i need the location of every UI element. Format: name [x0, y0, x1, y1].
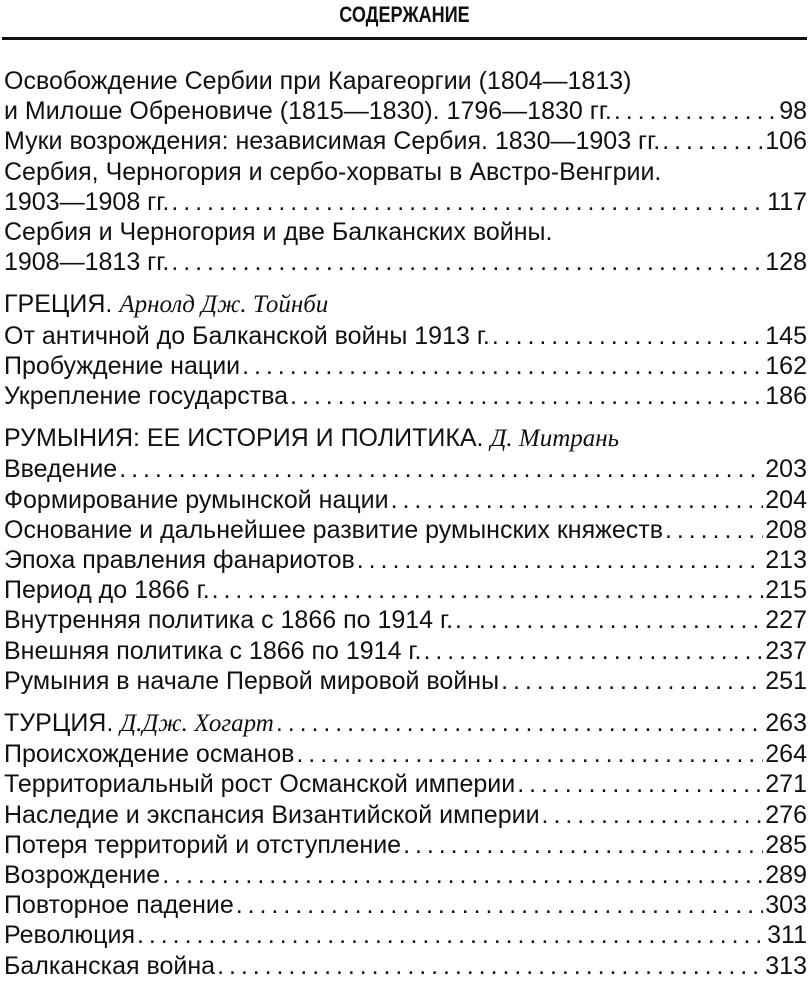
dot-leader	[357, 545, 764, 575]
page-number: 227	[765, 606, 807, 635]
page-number: 311	[767, 921, 807, 950]
section-title	[4, 289, 328, 320]
section-heading	[4, 289, 807, 320]
entry-title: Введение	[4, 455, 118, 484]
toc-section	[4, 66, 807, 277]
page-number: 208	[765, 515, 807, 544]
page-number: 186	[765, 382, 807, 411]
toc-entry	[4, 951, 807, 981]
page-title: СОДЕРЖАНИЕ	[339, 2, 470, 27]
section-title-text: ТУРЦИЯ.	[4, 709, 114, 738]
entry-line	[4, 951, 807, 981]
section-heading	[4, 423, 807, 454]
page-number: 204	[765, 485, 807, 514]
toc-entry	[4, 920, 807, 950]
page-number: 263	[765, 709, 807, 738]
page-number: 276	[765, 800, 807, 829]
page-number: 215	[765, 576, 807, 605]
dot-leader	[242, 351, 763, 381]
page-number: 106	[765, 127, 807, 156]
entry-line	[4, 860, 807, 890]
section-title-text: ГРЕЦИЯ.	[4, 290, 113, 319]
toc-entry	[4, 126, 807, 156]
dot-leader	[492, 321, 763, 351]
entry-title: Происхождение османов	[4, 740, 295, 769]
toc-section	[4, 289, 807, 411]
dot-leader	[542, 800, 764, 830]
toc-entry	[4, 575, 807, 605]
entry-title: Муки возрождения: независимая Сербия. 1830—1903 гг.	[4, 127, 661, 156]
dot-leader	[662, 126, 763, 156]
dot-leader	[171, 187, 765, 217]
toc-entry	[4, 830, 807, 860]
entry-line	[4, 800, 807, 830]
dot-leader	[212, 575, 764, 605]
dot-leader	[665, 515, 763, 545]
entry-line	[4, 351, 807, 381]
header-rule	[2, 37, 807, 40]
entry-title: Территориальный рост Османской империи	[4, 770, 516, 799]
entry-title: Наследие и экспансия Византийской империи	[4, 800, 540, 829]
page-number: 303	[765, 891, 807, 920]
entry-line	[4, 96, 807, 126]
entry-line	[4, 666, 807, 696]
toc-section	[4, 708, 807, 981]
toc-entry	[4, 515, 807, 545]
entry-title: Период до 1866 г.	[4, 576, 210, 605]
table-of-contents	[4, 66, 807, 993]
entry-title: Эпоха правления фанариотов	[4, 546, 355, 575]
entry-line	[4, 575, 807, 605]
entry-line	[4, 545, 807, 575]
toc-entry	[4, 890, 807, 920]
dot-leader	[501, 666, 763, 696]
entry-title: Балканская война	[4, 951, 216, 980]
dot-leader	[276, 708, 763, 739]
dot-leader	[403, 830, 763, 860]
dot-leader	[137, 920, 765, 950]
entry-title: Укрепление государства	[4, 382, 289, 411]
entry-line	[4, 890, 807, 920]
entry-title: Повторное падение	[4, 891, 234, 920]
page-number: 213	[765, 546, 807, 575]
page-number: 271	[765, 770, 807, 799]
entry-line	[4, 605, 807, 635]
entry-title: Сербия и Черногория и две Балканских войны.	[4, 218, 553, 247]
section-title-text: РУМЫНИЯ: ЕЕ ИСТОРИЯ И ПОЛИТИКА.	[4, 424, 484, 453]
toc-entry	[4, 800, 807, 830]
entry-line	[4, 126, 807, 156]
dot-leader	[423, 636, 763, 666]
entry-line	[4, 381, 807, 411]
toc-entry	[4, 157, 807, 217]
page-number: 128	[765, 248, 807, 277]
page-number: 251	[765, 666, 807, 695]
section-title	[4, 423, 619, 454]
entry-title: Революция	[4, 921, 135, 950]
entry-title: Румыния в начале Первой мировой войны	[4, 666, 500, 695]
page-number: 285	[765, 830, 807, 859]
section-author: Д.Дж. Хогарт	[120, 710, 274, 738]
page-number: 145	[765, 321, 807, 350]
dot-leader	[455, 605, 763, 635]
section-author: Д. Митрань	[490, 425, 620, 453]
toc-entry	[4, 666, 807, 696]
page-number: 237	[765, 636, 807, 665]
section-heading	[4, 708, 807, 739]
entry-title: Сербия, Черногория и сербо-хорваты в Австро-Венгрии.	[4, 157, 662, 186]
page-number: 313	[765, 951, 807, 980]
dot-leader	[290, 381, 763, 411]
entry-line	[4, 920, 807, 950]
entry-line	[4, 739, 807, 769]
entry-title: Освобождение Сербии при Карагеоргии (1804—1813)	[4, 67, 632, 95]
toc-entry	[4, 454, 807, 484]
toc-entry	[4, 545, 807, 575]
toc-entry	[4, 739, 807, 769]
dot-leader	[217, 951, 763, 981]
dot-leader	[162, 860, 763, 890]
entry-line	[4, 247, 807, 277]
entry-line	[4, 636, 807, 666]
toc-entry	[4, 217, 807, 277]
entry-line	[4, 485, 807, 515]
page-number: 162	[765, 351, 807, 380]
entry-title: 1903—1908 гг.	[4, 187, 170, 216]
dot-leader	[391, 485, 764, 515]
entry-title: Внутренняя политика с 1866 по 1914 г.	[4, 606, 454, 635]
dot-leader	[171, 247, 763, 277]
entry-title: Формирование румынской нации	[4, 485, 389, 514]
page-number: 289	[765, 861, 807, 890]
dot-leader	[296, 739, 763, 769]
dot-leader	[236, 890, 764, 920]
entry-title: Возрождение	[4, 861, 161, 890]
entry-line	[4, 515, 807, 545]
entry-line	[4, 769, 807, 799]
entry-line	[4, 187, 807, 217]
entry-line	[4, 157, 807, 187]
dot-leader	[614, 96, 777, 126]
toc-section	[4, 423, 807, 696]
toc-entry	[4, 485, 807, 515]
toc-entry	[4, 381, 807, 411]
toc-entry	[4, 636, 807, 666]
entry-title: Потеря территорий и отступление	[4, 830, 402, 859]
entry-title: Внешняя политика с 1866 по 1914 г.	[4, 636, 422, 665]
dot-leader	[517, 769, 763, 799]
toc-entry	[4, 769, 807, 799]
toc-entry	[4, 351, 807, 381]
entry-title: Пробуждение нации	[4, 351, 241, 380]
toc-entry	[4, 860, 807, 890]
entry-line	[4, 321, 807, 351]
page-number: 203	[765, 455, 807, 484]
toc-entry	[4, 321, 807, 351]
entry-line	[4, 454, 807, 484]
toc-entry	[4, 605, 807, 635]
entry-title: и Милоше Обреновиче (1815—1830). 1796—1830 гг.	[4, 97, 612, 126]
dot-leader	[119, 454, 763, 484]
page-number: 98	[779, 97, 807, 126]
section-author: Арнолд Дж. Тойнби	[119, 291, 329, 319]
entry-title: От античной до Балканской войны 1913 г.	[4, 321, 490, 350]
page-number: 117	[767, 187, 807, 216]
entry-title: 1908—1813 гг.	[4, 248, 170, 277]
toc-entry	[4, 66, 807, 126]
page-number: 264	[765, 740, 807, 769]
entry-line	[4, 217, 807, 247]
entry-line	[4, 830, 807, 860]
entry-line	[4, 66, 807, 96]
section-title	[4, 708, 274, 739]
entry-title: Основание и дальнейшее развитие румынских княжеств	[4, 515, 663, 544]
